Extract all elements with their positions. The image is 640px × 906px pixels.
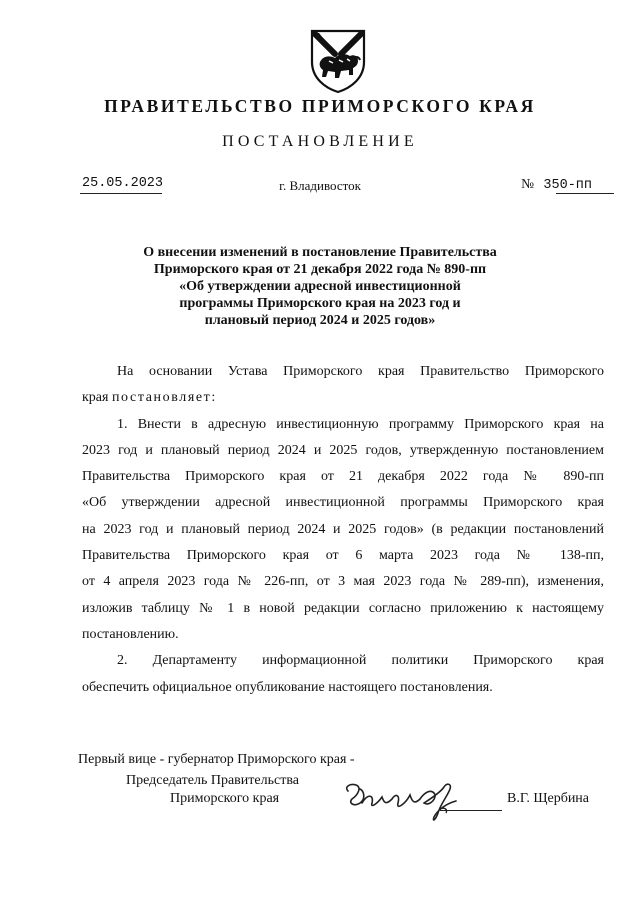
item1-line: на 2023 год и плановый период 2024 и 2025 годов» (в редакции постановлений (82, 521, 604, 537)
subject-line: программы Приморского края на 2023 год и (179, 296, 461, 311)
resolution-word: постановляет: (111, 390, 217, 406)
number-underline (556, 193, 614, 194)
signatory-position-3: Приморского края (170, 791, 280, 806)
body-line (82, 385, 604, 411)
document-number (521, 176, 592, 193)
document-date: 25.05.2023 (82, 176, 164, 191)
item1-line: изложив таблицу № 1 в новой редакции согласно приложению к настоящему (82, 600, 604, 616)
item1-line: Правительства Приморского края от 6 марта 2023 года № 138-пп, (82, 548, 604, 564)
item2-line: обеспечить официальное опубликование настоящего постановления. (82, 679, 493, 695)
subject-line: Приморского края от 21 декабря 2022 года № 890-пп (153, 262, 487, 277)
subject-line: плановый период 2024 и 2025 годов» (204, 313, 436, 328)
number-prefix: № (521, 176, 535, 191)
government-title: ПРАВИТЕЛЬСТВО ПРИМОРСКОГО КРАЯ (104, 96, 536, 116)
document-subject (0, 244, 640, 329)
item1-line: 1. Внести в адресную инвестиционную программу Приморского края на (117, 416, 604, 432)
item1-line: от 4 апреля 2023 года № 226-пп, от 3 мая 2023 года № 289-пп), изменения, (82, 574, 604, 590)
body-line: На основании Устава Приморского края Правительство Приморского (117, 364, 604, 379)
signatory-name: В.Г. Щербина (507, 791, 590, 806)
number-value: 350-пп (543, 178, 592, 193)
item1-line: «Об утверждении адресной инвестиционной программы Приморского края (82, 495, 604, 511)
handwritten-signature (340, 773, 490, 833)
signatory-position-1: Первый вице - губернатор Приморского края - (78, 752, 355, 767)
document-city: г. Владивосток (279, 178, 361, 193)
body-text: края (82, 390, 112, 406)
item1-line: Правительства Приморского края от 21 декабря 2022 года № 890-пп (82, 469, 604, 485)
item1-line: постановлению. (82, 626, 179, 642)
subject-line: О внесении изменений в постановление Правительства (143, 245, 497, 260)
signatory-position-2: Председатель Правительства (126, 773, 299, 788)
document-body (82, 359, 604, 701)
coat-of-arms-icon (309, 28, 367, 94)
item1-line: 2023 год и плановый период 2024 и 2025 годов, утвержденную постановлением (82, 442, 604, 458)
item2-line: 2. Департаменту информационной политики Приморского края (117, 653, 604, 669)
document-type: ПОСТАНОВЛЕНИЕ (222, 133, 418, 150)
signature-line (440, 810, 502, 811)
subject-line: «Об утверждении адресной инвестиционной (179, 279, 461, 294)
